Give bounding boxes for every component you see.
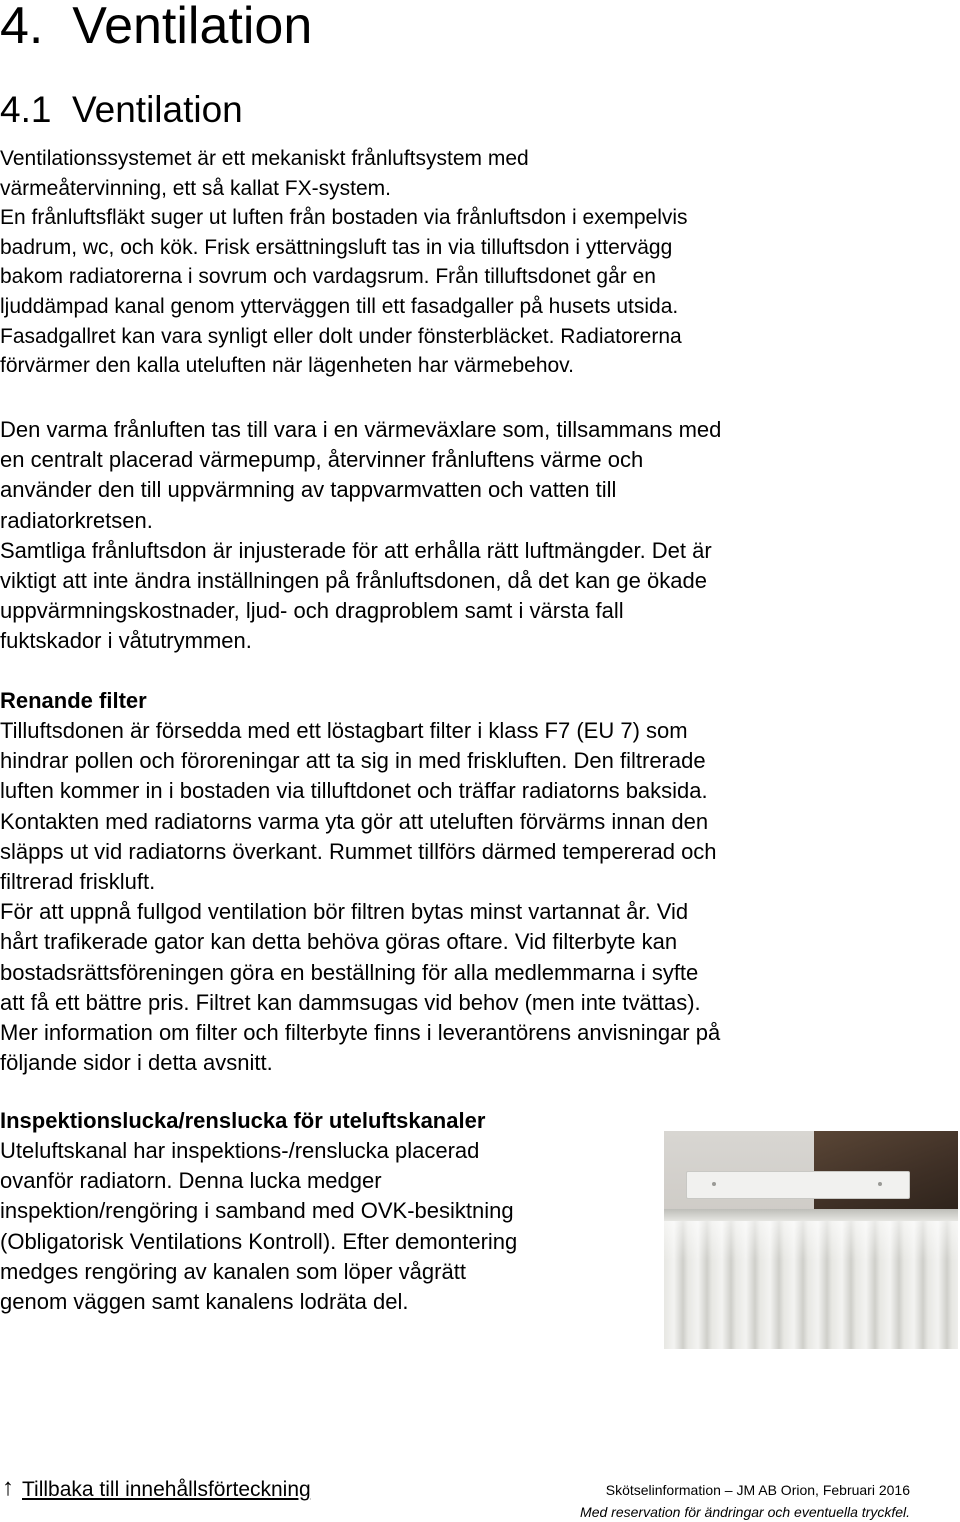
photo-hatch-cover — [686, 1171, 910, 1199]
text-line: Mer information om filter och filterbyte finns i leverantörens anvisningar på — [0, 1020, 721, 1046]
inspection-paragraph — [0, 1136, 517, 1317]
filter-paragraph — [0, 716, 720, 1078]
photo-radiator-top — [664, 1209, 958, 1221]
text-line: Kontakten med radiatorns varma yta gör att uteluften förvärms innan den — [0, 808, 709, 834]
text-line: Den varma frånluften tas till vara i en värmeväxlare som, tillsammans med — [0, 417, 722, 442]
inspection-heading: Inspektionslucka/renslucka för uteluftskanaler — [0, 1108, 486, 1133]
text-line: filtrerad friskluft. — [0, 869, 156, 895]
chapter-heading — [0, 0, 312, 58]
text-line: medges rengöring av kanalen som löper vågrätt — [0, 1258, 466, 1284]
text-line: hindrar pollen och föroreningar att ta sig in med friskluften. Den filtrerade — [0, 748, 706, 774]
text-line: Fasadgallret kan vara synligt eller dolt under fönsterbläcket. Radiatorerna — [0, 324, 682, 348]
text-line: Ventilationssystemet är ett mekaniskt frånluftsystem med — [0, 147, 529, 170]
text-line: inspektion/rengöring i samband med OVK-besiktning — [0, 1198, 514, 1224]
intro-paragraph — [0, 144, 688, 381]
text-line: luften kommer in i bostaden via tilluftdonet och träffar radiatorns baksida. — [0, 778, 708, 804]
footer-info: Skötselinformation – JM AB Orion, Februari 2016 — [605, 1482, 910, 1498]
text-line: badrum, wc, och kök. Frisk ersättningsluft tas in via tilluftsdon i yttervägg — [0, 235, 673, 259]
text-line: att få ett bättre pris. Filtret kan dammsugas vid behov (men inte tvättas). — [0, 989, 701, 1015]
footer-disclaimer: Med reservation för ändringar och eventuella tryckfel. — [580, 1504, 910, 1520]
text-line: radiatorkretsen. — [0, 507, 153, 533]
text-line: fuktskador i våtutrymmen. — [0, 628, 252, 654]
photo-screw — [878, 1182, 882, 1186]
text-line: uppvärmningskostnader, ljud- och dragproblem samt i värsta fall — [0, 598, 624, 624]
text-line: värmeåtervinning, ett så kallat FX-system. — [0, 176, 391, 200]
back-to-toc-link[interactable]: Tillbaka till innehållsförteckning — [22, 1478, 311, 1501]
text-line: ovanför radiatorn. Denna lucka medger — [0, 1168, 382, 1194]
up-arrow-icon[interactable]: ↑ — [2, 1474, 14, 1501]
text-line: Samtliga frånluftsdon är injusterade för att erhålla rätt luftmängder. Det är — [0, 537, 712, 563]
text-line: förvärmer den kalla uteluften när lägenheten har värmebehov. — [0, 354, 574, 378]
text-line: släpps ut vid radiatorns överkant. Rummet tillförs därmed tempererad och — [0, 838, 717, 864]
section-heading — [0, 88, 243, 132]
photo-screw — [712, 1182, 716, 1186]
text-line: bakom radiatorerna i sovrum och vardagsrum. Från tilluftsdonet går en — [0, 265, 656, 289]
filter-heading: Renande filter — [0, 688, 147, 713]
text-line: Tilluftsdonen är försedda med ett löstagbart filter i klass F7 (EU 7) som — [0, 718, 688, 743]
chapter-number: 4. — [0, 0, 44, 55]
text-line: en centralt placerad värmepump, återvinner frånluftens värme och — [0, 447, 644, 473]
text-line: ljuddämpad kanal genom ytterväggen till ett fasadgaller på husets utsida. — [0, 294, 679, 318]
text-line: En frånluftsfläkt suger ut luften från bostaden via frånluftsdon i exempelvis — [0, 206, 688, 230]
chapter-title: Ventilation — [72, 0, 313, 55]
recovery-paragraph — [0, 415, 721, 657]
text-line: viktigt att inte ändra inställningen på frånluftsdonen, då det kan ge ökade — [0, 568, 707, 594]
section-title: Ventilation — [72, 89, 243, 130]
photo-radiator-highlight — [664, 1221, 958, 1261]
section-number: 4.1 — [0, 89, 52, 130]
text-line: följande sidor i detta avsnitt. — [0, 1050, 273, 1076]
text-line: hårt trafikerade gator kan detta behöva göras oftare. Vid filterbyte kan — [0, 929, 678, 955]
text-line: genom väggen samt kanalens lodräta del. — [0, 1289, 409, 1315]
inspection-hatch-photo — [664, 1131, 958, 1349]
text-line: använder den till uppvärmning av tappvarmvatten och vatten till — [0, 477, 617, 503]
text-line: Uteluftskanal har inspektions-/renslucka placerad — [0, 1138, 480, 1163]
text-line: (Obligatorisk Ventilations Kontroll). Efter demontering — [0, 1228, 518, 1254]
text-line: bostadsrättsföreningen göra en beställning för alla medlemmarna i syfte — [0, 959, 699, 985]
text-line: För att uppnå fullgod ventilation bör filtren bytas minst vartannat år. Vid — [0, 899, 689, 925]
